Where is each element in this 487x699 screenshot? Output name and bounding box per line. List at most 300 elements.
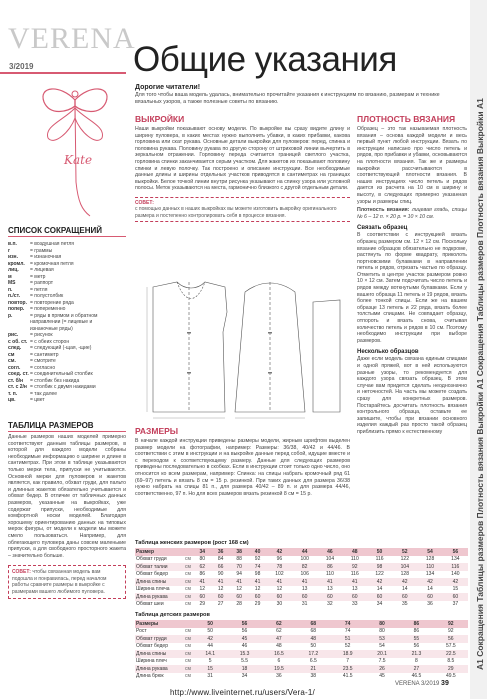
- table-cell: 51: [331, 635, 365, 643]
- table-header-cell: 34: [193, 548, 211, 556]
- table-cell: 128: [400, 571, 409, 578]
- table-cell: 14.1: [193, 650, 227, 658]
- table-cell: 20.1: [365, 650, 399, 658]
- table-cell: 116: [443, 563, 468, 571]
- table-cell: см: [183, 578, 193, 586]
- table-cell: см: [185, 556, 191, 563]
- table-cell: 56: [241, 628, 248, 635]
- abbreviation-value: = попеременно: [30, 306, 66, 312]
- table-cell: 96: [276, 556, 283, 563]
- table-header-cell: 50: [193, 620, 227, 628]
- table-cell: 6.5: [309, 658, 317, 665]
- table-cell: 60: [392, 593, 417, 601]
- table-header-cell: 52: [392, 548, 417, 556]
- body-piece-outline: [153, 282, 227, 412]
- table-cell: 128: [425, 556, 435, 563]
- abbreviation-value: = полустолбик: [30, 293, 64, 299]
- table-cell: 36: [276, 673, 282, 680]
- abbreviation-value: = лицевая: [30, 267, 54, 273]
- table-cell: Обхват груди: [135, 635, 183, 643]
- table-header-cell: 80: [365, 620, 399, 628]
- table-cell: 48: [296, 635, 330, 643]
- abbreviation-key: лиц.: [8, 267, 19, 273]
- abbreviation-value: = смотрите: [30, 358, 56, 364]
- table-cell: 41.5: [342, 673, 353, 680]
- table-cell: Обхват груди: [136, 556, 167, 563]
- table-row: [135, 673, 468, 681]
- table-cell: см: [185, 571, 191, 578]
- table-cell: 37: [452, 601, 459, 608]
- size-table-info-text: Данные размеров наших моделей примерно соответствуют данным таблицы размеров, в которой для каждого модели собраны необходимые информацию о ширине и длине в сантиметрах. При этом в таблице указываются только мерки тела, припуски не учитываются. Основной мерки для пуловеров и жакетов является, как правило, обхват груди, для пальто и длинных жакетов обязательно учитывается и обхват бедер. В отличие от табличных данных размеров, указанные на выкройках, уже содержат припуски, необходимые для комфортной носки моделей. Благодаря хорошему ориентированию данных на типовых мерок фигуры, от модели к модели мы можете смело пользоваться. Например, для облегающего пуловера даны совсем маленькие припуски, а для свободного просторного жакета – значительно больше.: [8, 434, 126, 559]
- table-header-cell: 42: [267, 548, 292, 556]
- table-cell: 60: [443, 593, 468, 601]
- table-cell: 41: [211, 578, 229, 586]
- table-cell: Обхват шеи: [136, 601, 164, 608]
- size-table-tip-label: СОВЕТ:: [12, 569, 31, 576]
- watermark-url[interactable]: http://www.liveinternet.ru/users/Vera-1/: [170, 688, 315, 697]
- table-cell: 60: [267, 593, 292, 601]
- table-cell: 50: [310, 643, 317, 650]
- table-cell: 104: [325, 556, 335, 563]
- size-table-info-section: [8, 421, 126, 599]
- abbreviation-key: изн.: [8, 254, 18, 260]
- kate-dragonfly-logo: [30, 82, 120, 222]
- table-cell: см: [185, 673, 191, 680]
- table-cell: 38: [310, 673, 317, 680]
- issue-number: 3/2019: [9, 62, 34, 71]
- page-title: Общие указания: [133, 40, 397, 79]
- table-cell: 42: [193, 635, 227, 643]
- patterns-title: ВЫКРОЙКИ: [135, 114, 185, 124]
- table-cell: Ширина плеч: [136, 658, 167, 665]
- table-cell: 19.5: [262, 665, 296, 673]
- table-row: [135, 571, 468, 579]
- abbreviation-key: р.: [8, 312, 13, 319]
- table-cell: 110: [350, 556, 359, 563]
- size-table-info-underline: [8, 431, 126, 432]
- abbreviations-section: [8, 226, 126, 404]
- table-cell: 92: [448, 628, 454, 635]
- abbreviation-key: соед. ст.: [8, 371, 29, 377]
- size-table-tip-box: [8, 565, 126, 599]
- abbreviation-value: = изнаночная: [30, 254, 62, 260]
- table-cell: 41: [248, 578, 266, 586]
- table-cell: 60: [343, 593, 367, 601]
- table-cell: 42: [392, 578, 417, 586]
- table-cell: 27: [217, 601, 224, 608]
- table-header-cell: 56: [227, 620, 261, 628]
- intro-text: Для того чтобы ваша модель удалась, внимательно прочитайте указания к инструкциям по вязанию, размерам и технике вязальных узоров, а также полезные советы по вязанию.: [135, 92, 440, 105]
- sample2-text: Даже если модель связана единым спицами и одной пряжей, вот в ней используются разные узоры, то рекомендуется для каждого узора связать образец. В этом случае вам придется сделать неоднозначно и неточностей. На часть мы можете создать сразу для конкретных размеров. Постарайтесь досчитать плотность вязания контрольного образца, оставьте ее запишите, чтобы при вязании основного изделия каждый раз просто такой образец приблизить прямо к естественному: [357, 356, 467, 435]
- table-cell: см: [183, 563, 193, 571]
- table-cell: см: [183, 665, 193, 673]
- abbreviation-key: повтор.: [8, 299, 27, 306]
- table-cell: 106: [300, 571, 309, 578]
- abbreviation-key: попер.: [8, 306, 25, 312]
- abbreviation-value: = соединительный столбик: [30, 371, 93, 377]
- women-table-title: Таблица женских размеров (рост 168 см): [135, 540, 249, 546]
- table-cell: 35: [402, 601, 408, 608]
- table-cell: 116: [350, 571, 359, 578]
- table-cell: 90: [217, 571, 224, 578]
- table-cell: 44: [207, 643, 213, 650]
- table-header-row: [135, 548, 468, 556]
- table-header-cell: 44: [292, 548, 317, 556]
- table-row: [135, 601, 468, 609]
- side-piece-outline: [313, 300, 340, 412]
- density-example-text: лицевая гладь, спицы № 6 – 12 п. × 20 р. = 10 × 10 см.: [357, 207, 467, 220]
- table-cell: 41: [267, 578, 292, 586]
- table-row: [135, 658, 468, 666]
- table-cell: 60: [193, 593, 211, 601]
- table-cell: 62: [276, 628, 282, 635]
- abbreviation-key: цв.: [8, 397, 16, 403]
- header-divider: [0, 72, 126, 74]
- verena-logo: VERENA: [8, 22, 136, 55]
- table-cell: 29: [199, 601, 205, 608]
- abbreviation-value: = следующий (-щая, -щие): [30, 345, 92, 351]
- table-cell: 15: [193, 665, 227, 673]
- table-cell: 78: [267, 563, 292, 571]
- abbreviation-key: г: [8, 247, 11, 254]
- density-title: ПЛОТНОСТЬ ВЯЗАНИЯ: [357, 114, 456, 124]
- table-header-cell: 48: [343, 548, 367, 556]
- table-cell: 41: [292, 578, 317, 586]
- patterns-tip-box: [135, 197, 350, 222]
- table-header-cell: 50: [367, 548, 392, 556]
- abbreviation-key: согл.: [8, 364, 21, 371]
- size-table-tip-text: чтобы связанная модель вам подошла и понравилась, перед началом работы сравните размеры в выкройке с размерами вашего любимого пуловера.: [12, 569, 107, 595]
- table-cell: 41: [230, 578, 248, 586]
- abbreviation-key: ст. б/н: [8, 377, 24, 384]
- table-cell: 7.5: [378, 658, 386, 665]
- table-cell: 21: [296, 665, 330, 673]
- table-row: [135, 593, 468, 601]
- table-row: [135, 628, 468, 636]
- table-cell: 98: [254, 571, 261, 578]
- sample-title: Связать образец: [357, 225, 408, 232]
- patterns-tip-text: с помощью данных в наших выкройках вы можете изготовить выкройку оригинального размера и постепенно контролировать себя в процессе вязания.: [135, 206, 337, 219]
- table-cell: 8: [415, 658, 418, 665]
- abbreviation-key: в.п.: [8, 241, 17, 247]
- table-cell: 22.5: [434, 650, 468, 658]
- density-example-label: Плотность вязания:: [357, 207, 410, 214]
- abbreviation-key: с об. ст.: [8, 338, 28, 345]
- table-cell: 70: [230, 563, 248, 571]
- table-cell: Длина спины: [135, 650, 183, 658]
- sample-text: В соответствии с инструкцией вязать образец размером см. 12 × 12 см. Поскольку вязание образцов обязательно не подкроме, растянуть по форме квадрату, приколоть портновскими булавками в направлении петель и рядов, отрезать частью по образцу. Отметить в центре участок размером ровно 10 × 12 см. Затем подсчитать число петель и рядов между воткнутыми булавками. Если у вашего образца 11 петель и 19 рядов, вязать более тонкой спицы. Если же на вашем образце 13 петель и 22 ряда, вязать более толстыми спицами. Не совпадает образцу, отпороть и вязать снова, считывая количество петель и рядов в 10 см. Поэтому необходимо инструкции при выборе размеров.: [357, 232, 467, 344]
- table-cell: 52: [344, 643, 351, 650]
- table-cell: см: [185, 643, 191, 650]
- abbreviation-key: п./ст.: [8, 293, 20, 299]
- abbreviation-row: [8, 397, 118, 404]
- sizes-section: [135, 426, 350, 497]
- table-cell: 18.9: [331, 650, 365, 658]
- women-size-table: [135, 548, 468, 608]
- abbreviation-key: т. п.: [8, 390, 18, 397]
- table-cell: 56: [434, 635, 468, 643]
- abbreviation-value: = петля: [30, 286, 48, 293]
- abbreviation-value: = кромочная петля: [30, 260, 74, 267]
- table-cell: 116: [375, 556, 384, 563]
- table-cell: см: [185, 658, 191, 665]
- footer-issue: 3/2019: [421, 681, 440, 687]
- table-cell: 74: [248, 563, 266, 571]
- abbreviation-value: = столбик без накида: [30, 377, 80, 384]
- table-header-cell: Размеры: [135, 620, 183, 628]
- abbreviation-value: = повторение ряда: [30, 299, 74, 306]
- table-row: [135, 578, 468, 586]
- abbreviation-value: = ряды в прямом и обратном направлении (= лицевые и изнаночные ряды): [30, 312, 98, 332]
- table-header-cell: 56: [443, 548, 468, 556]
- table-cell: 134: [425, 571, 435, 578]
- table-cell: 15.3: [227, 650, 261, 658]
- table-cell: 23.5: [331, 665, 365, 673]
- abbreviation-key: кромл.: [8, 260, 25, 267]
- abbreviation-value: = воздушная петля: [30, 241, 75, 247]
- size-table-info-title: ТАБЛИЦА РАЗМЕРОВ: [8, 421, 94, 430]
- abbreviation-key: рис.: [8, 332, 19, 338]
- pattern-diagram: [135, 272, 345, 422]
- table-header-cell: 38: [230, 548, 248, 556]
- table-cell: Ширина плеча: [136, 586, 170, 593]
- table-cell: 34: [376, 601, 383, 608]
- table-cell: Длина спины: [135, 578, 183, 586]
- table-cell: 55: [399, 635, 433, 643]
- abbreviation-value: = так далее: [30, 390, 58, 397]
- table-cell: 41: [193, 578, 211, 586]
- table-cell: 66: [211, 563, 229, 571]
- table-cell: 12: [276, 586, 283, 593]
- table-cell: 16.5: [262, 650, 296, 658]
- table-cell: 110: [325, 571, 334, 578]
- table-header-row: [135, 620, 468, 628]
- sizes-title: РАЗМЕРЫ: [135, 426, 179, 436]
- abbreviation-value: = сантиметр: [30, 351, 59, 358]
- table-cell: 86: [413, 628, 420, 635]
- abbreviations-title: СПИСОК СОКРАЩЕНИЙ: [8, 226, 103, 235]
- table-cell: 15: [452, 586, 459, 593]
- table-cell: 28: [236, 601, 242, 608]
- table-cell: 42: [367, 578, 392, 586]
- table-header-cell: 92: [434, 620, 468, 628]
- table-cell: 80: [379, 628, 385, 635]
- table-cell: 94: [236, 571, 242, 578]
- table-cell: 45: [227, 635, 261, 643]
- table-cell: см: [185, 586, 191, 593]
- table-cell: 92: [343, 563, 367, 571]
- table-cell: 82: [292, 563, 317, 571]
- table-cell: 17.2: [296, 650, 330, 658]
- table-cell: 27: [399, 665, 433, 673]
- abbreviation-key: п.: [8, 286, 13, 293]
- table-cell: 42: [443, 578, 468, 586]
- table-cell: 32: [327, 601, 333, 608]
- page-footer: [395, 680, 449, 687]
- table-cell: 13: [351, 586, 358, 593]
- abbreviation-key: см.: [8, 358, 16, 364]
- table-header-cell: [183, 620, 193, 628]
- table-cell: 86: [199, 571, 205, 578]
- table-cell: 46: [241, 643, 248, 650]
- table-cell: 134: [451, 556, 460, 563]
- table-cell: Длина рукава: [135, 593, 183, 601]
- table-cell: Длина брюк: [136, 673, 164, 680]
- table-cell: см: [183, 635, 193, 643]
- table-cell: 60: [248, 593, 266, 601]
- density-example: [357, 207, 467, 220]
- table-cell: см: [185, 628, 191, 635]
- table-cell: 42: [417, 578, 442, 586]
- patterns-section: [135, 114, 350, 222]
- abbreviation-value: = граммы: [30, 247, 53, 254]
- table-cell: 6: [277, 658, 281, 665]
- abbreviation-value: = с обеих сторон: [30, 338, 70, 345]
- table-cell: см: [183, 650, 193, 658]
- abbreviations-table: [8, 241, 118, 404]
- table-header-cell: 86: [399, 620, 433, 628]
- table-row: [135, 556, 468, 564]
- table-cell: 74: [344, 628, 351, 635]
- table-cell: 60: [292, 593, 317, 601]
- abbreviation-row: [8, 313, 118, 333]
- table-cell: 26: [365, 665, 399, 673]
- table-cell: 80: [199, 556, 205, 563]
- table-row: [135, 650, 468, 658]
- table-cell: 46.5: [411, 673, 422, 680]
- table-header-cell: 74: [331, 620, 365, 628]
- kids-size-table: [135, 620, 468, 680]
- table-row: [135, 586, 468, 594]
- table-cell: 62: [193, 563, 211, 571]
- abbreviation-value: = согласно: [30, 364, 56, 371]
- sample2-title: Несколько образцов: [357, 349, 419, 356]
- abbreviation-key: след.: [8, 345, 22, 351]
- footer-brand: VERENA: [395, 681, 420, 687]
- intro-section: [135, 84, 465, 106]
- table-cell: 31: [207, 673, 213, 680]
- side-index-text: А1 Сокращения Таблицы размеров Плотность вязания Выкройки А1 Сокращения Таблицы размеров Плотность вязания Выкройки А1: [475, 98, 485, 670]
- kids-size-table-block: [135, 610, 468, 680]
- table-cell: 92: [254, 556, 261, 563]
- table-cell: 13: [301, 586, 308, 593]
- table-cell: 29: [254, 601, 261, 608]
- table-cell: 29: [434, 665, 468, 673]
- table-cell: 12: [254, 586, 261, 593]
- table-cell: 12: [217, 586, 224, 593]
- table-row: [135, 665, 468, 673]
- kids-table-title: Таблица детских размеров: [135, 612, 210, 618]
- table-cell: 14: [402, 586, 408, 593]
- table-cell: 60: [230, 593, 248, 601]
- table-header-cell: 62: [262, 620, 296, 628]
- abbreviation-value: = раппорт: [30, 280, 54, 286]
- table-cell: 5.5: [241, 658, 249, 665]
- table-header-cell: [183, 548, 193, 556]
- table-cell: 12: [236, 586, 242, 593]
- table-cell: Обхват бедер: [136, 571, 168, 578]
- table-cell: Обхват талии: [135, 563, 183, 571]
- table-cell: 50: [207, 628, 213, 635]
- page-number: 39: [441, 680, 449, 687]
- table-cell: 7: [346, 658, 350, 665]
- table-cell: 14: [427, 586, 433, 593]
- table-cell: 122: [375, 571, 384, 578]
- table-header-cell: 40: [248, 548, 266, 556]
- table-header-cell: 46: [317, 548, 342, 556]
- table-row: [135, 635, 468, 643]
- table-cell: 60: [417, 593, 442, 601]
- table-row: [135, 643, 468, 651]
- table-row: [135, 563, 468, 571]
- table-cell: Рост: [136, 628, 147, 635]
- abbreviation-key: ст. с 2/н: [8, 384, 27, 390]
- table-cell: 104: [392, 563, 417, 571]
- abbreviation-key: MS: [8, 280, 16, 286]
- density-section: [357, 114, 467, 436]
- table-cell: 60: [211, 593, 229, 601]
- table-cell: 21.3: [399, 650, 433, 658]
- table-header-cell: 68: [296, 620, 330, 628]
- abbreviation-key: м: [8, 273, 12, 280]
- table-cell: 41: [343, 578, 367, 586]
- table-header-cell: 54: [417, 548, 442, 556]
- table-cell: 102: [275, 571, 284, 578]
- table-cell: 68: [310, 628, 317, 635]
- table-header-cell: 36: [211, 548, 229, 556]
- table-cell: см: [183, 593, 193, 601]
- table-cell: 140: [451, 571, 460, 578]
- table-cell: 84: [217, 556, 224, 563]
- table-cell: 12: [199, 586, 205, 593]
- abbreviation-key: см: [8, 351, 15, 358]
- table-cell: Длина рукава: [135, 665, 183, 673]
- table-cell: см: [185, 601, 191, 608]
- table-cell: 31: [301, 601, 308, 608]
- table-cell: 53: [365, 635, 399, 643]
- table-cell: 100: [300, 556, 309, 563]
- table-cell: 5: [208, 658, 212, 665]
- table-cell: 45: [379, 673, 385, 680]
- table-cell: 8.5: [447, 658, 455, 665]
- density-text: Образец – это так называемая плотность вязания – основа каждой модели и весь первый пункт любой инструкции. Вязать по инструкции написано про число петель и рядов, про прибавки и убавки, основываются на плотности вязания. Так же и размеры выкройки рассчитываются в соответствующей плотности вязания. В наших инструкциях число петель и рядов дается из расчета на 10 см в ширину и высоту, в следующих примерно указанная узоры и размеры спиц.: [357, 126, 467, 205]
- table-cell: 13: [327, 586, 333, 593]
- patterns-text: Наши выкройки показывают основу модели. По выкройке вы сразу видите длину и ширину пуловера, в каких местах нужно выполнить убавки, в каких прибавки, какова горловина или скат рукава. Основные детали выкройки для пуловеров: перед, спинка и половина рукава. Половину рукава по другую сторону от штриховой линии вычертить в зеркальном отражении. Горловину переда считается границей светлого участка, горловина спинки заканчивается серым участком. Для жакетов их показывают половину спинки и левую полочку. Так построено и описание инструкции. Все необходимые данные длины и ширины отдельных участков приводятся в сантиметрах на границах выкройки. Белое точкой линии внутри рисунка указывают на спинку узора или условной полосы. Меток указываются на места, гармонично близкого с другой отдельным детали.: [135, 126, 350, 192]
- abbreviation-value: = цвет: [30, 397, 45, 403]
- table-cell: 47: [262, 635, 296, 643]
- table-cell: 48: [276, 643, 282, 650]
- table-cell: 88: [236, 556, 242, 563]
- abbreviations-underline: [8, 236, 126, 237]
- table-cell: 30: [276, 601, 283, 608]
- women-size-table-block: [135, 538, 468, 608]
- abbreviation-value: = метр: [30, 273, 46, 280]
- table-cell: 122: [400, 556, 409, 563]
- table-cell: 60: [367, 593, 392, 601]
- intro-heading: Дорогие читатели!: [135, 84, 201, 91]
- table-cell: 56: [413, 643, 420, 650]
- table-cell: 110: [417, 563, 442, 571]
- table-cell: 18: [227, 665, 261, 673]
- abbreviation-value: = столбик с двумя накидами: [30, 384, 96, 390]
- table-cell: Обхват бедер: [136, 643, 168, 650]
- table-cell: 33: [351, 601, 358, 608]
- table-cell: 34: [241, 673, 248, 680]
- kate-logo-text: Kate: [64, 153, 93, 167]
- sizes-text: В начале каждой инструкции приведены размеры модели, жирным шрифтом выделен размер модели на фотографии, например: Размеры: 36/38, 40/42 и 44/46. В соответствии с этим в инструкции и на выкройке данные перед собой, идущие вместе и с переходом к соответствующему размеру. Данные для следующих размеров приведены последовательно в скобках. Если в инструкции стоит только одно число, оно относится ко всем размерам, например: Спинка: на спицы набрать кромочный ряд 61 (69–97) петель и вязать 8 см = 15 р. резинкой. При таких данных для размера 36/38 нужно набрать на спицы 81 п., для размера 40/42 – 89 п. и для размера 44/46, соответственно, 97 п. Но для всех размеров вязать резинкой 8 см = 15 р.: [135, 438, 350, 497]
- table-cell: 60: [317, 593, 342, 601]
- patterns-tip-label: СОВЕТ:: [135, 199, 154, 206]
